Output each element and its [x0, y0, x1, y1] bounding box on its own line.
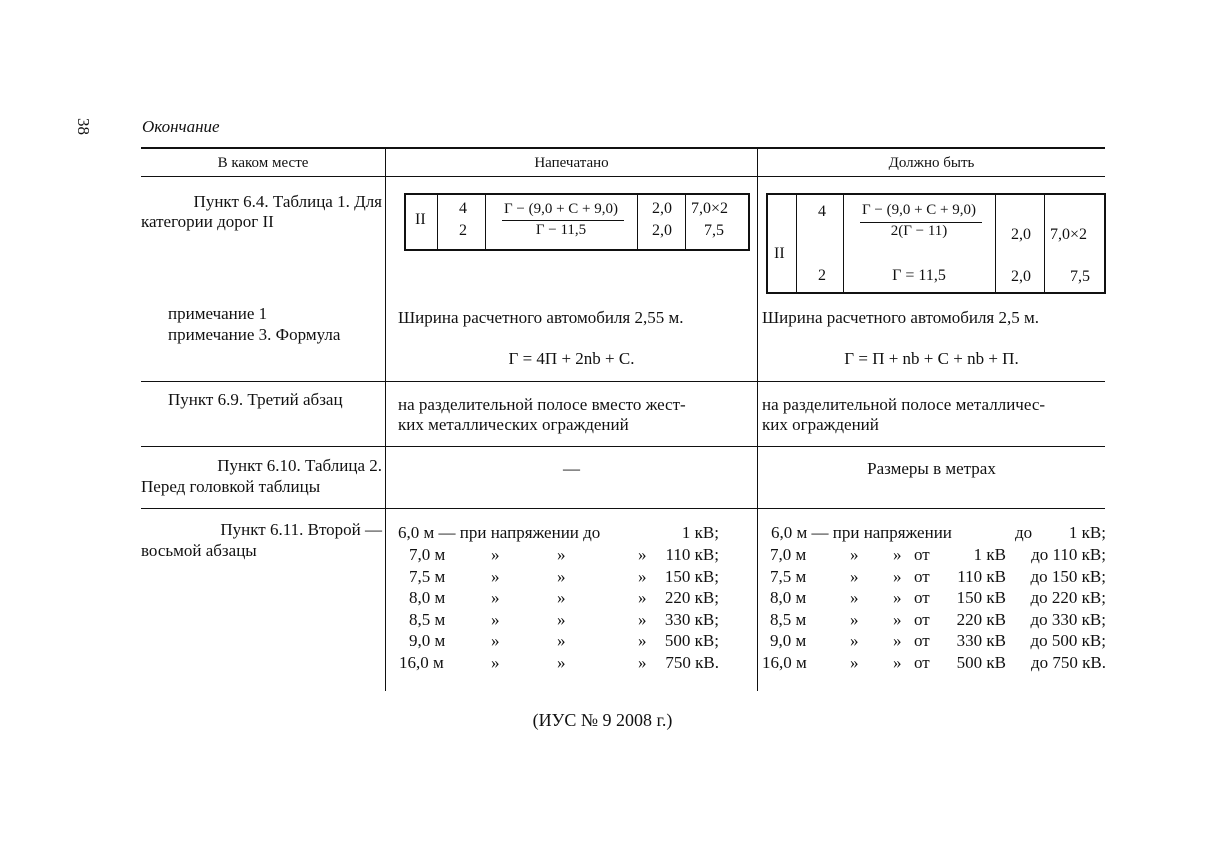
correct-cat: II: [774, 245, 785, 262]
printed-voltage-row-0-col-3: »: [638, 545, 647, 564]
r3-place: Пункт 6.9. Третий абзац: [168, 390, 343, 409]
printed-formula-bar: [502, 220, 624, 221]
printed-voltage-row-4-col-4: 500 кВ;: [664, 631, 719, 651]
correct-voltage-row-0-col-3: от: [914, 545, 930, 564]
printed-voltage-row-1-col-1: »: [491, 566, 500, 586]
col-divider-2: [757, 148, 758, 691]
printed-formula-denominator: Г − 11,5: [535, 222, 587, 238]
r4-printed-dash: —: [563, 459, 580, 478]
r3-correct-line1: на разделительной полосе металличес-: [762, 395, 1046, 414]
printed-voltage-row-0-col-2: »: [557, 545, 566, 564]
r5-printed-first-value: 1 кВ;: [681, 523, 719, 542]
table-top-rule: [141, 147, 1105, 149]
r2-printed-width: Ширина расчетного автомобиля 2,55 м.: [398, 308, 684, 327]
correct-voltage-row-1-col-3: от: [914, 566, 930, 586]
correct-voltage-row-0-col-0: 7,0 м: [770, 545, 807, 564]
table-caption: Окончание: [142, 117, 220, 136]
printed-voltage-row-3-col-1: »: [491, 609, 500, 629]
r5-correct-first-value: 1 кВ;: [1068, 523, 1106, 542]
r2-printed-formula: Г = 4П + 2nb + С.: [508, 349, 635, 368]
r3-printed-line2: ких металлических ограждений: [398, 415, 629, 434]
printed-voltage-row-4-col-2: »: [557, 631, 566, 651]
printed-subtable: [404, 193, 750, 251]
correct-voltage-row-1-col-4: 110 кВ: [957, 566, 1006, 586]
correct-voltage-row-0-col-4: 1 кВ: [973, 545, 1006, 564]
row-rule-1: [141, 381, 1105, 382]
correct-voltage-row-4-col-2: »: [893, 631, 902, 651]
correct-voltage-row-5-col-3: от: [914, 653, 930, 672]
row-rule-2: [141, 446, 1105, 447]
printed-voltage-row-4-col-0: 9,0 м: [409, 631, 446, 651]
r2-correct-formula: Г = П + nb + С + nb + П.: [844, 349, 1019, 368]
printed-col5-1: 7,0×2: [691, 200, 729, 217]
printed-col4-1: 2,0: [652, 200, 672, 217]
footer-note: (ИУС № 9 2008 г.): [532, 710, 673, 730]
printed-voltage-row-3-col-4: 330 кВ;: [664, 609, 719, 629]
correct-voltage-row-5-col-5: до 750 кВ.: [1031, 653, 1106, 672]
correct-col4-1: 2,0: [1011, 226, 1031, 243]
printed-voltage-row-2-col-1: »: [491, 588, 500, 608]
correct-voltage-row-2-col-1: »: [850, 588, 859, 608]
correct-formula-2: Г = 11,5: [892, 267, 946, 284]
printed-voltage-row-1-col-0: 7,5 м: [409, 566, 446, 586]
printed-voltage-row-1-col-2: »: [557, 566, 566, 586]
header-rule: [141, 176, 1105, 177]
header-place: В каком месте: [217, 155, 309, 171]
correct-voltage-row-5-col-4: 500 кВ: [956, 653, 1006, 672]
correct-formula-numerator: Г − (9,0 + С + 9,0): [861, 202, 977, 218]
correct-voltage-row-0-col-2: »: [893, 545, 902, 564]
r5-correct-first: 6,0 м — при напряжении: [771, 523, 952, 542]
correct-voltage-row-0-col-5: до 110 кВ;: [1031, 545, 1106, 564]
printed-voltage-row-1-col-4: 150 кВ;: [664, 566, 719, 586]
page-number: 38: [74, 118, 93, 135]
correct-voltage-row-5-col-1: »: [850, 653, 859, 672]
correct-formula-denominator: 2(Г − 11): [890, 223, 948, 239]
printed-lanes-1: 4: [459, 200, 467, 217]
r5-correct-first-do: до: [1015, 523, 1033, 542]
correct-voltage-row-5-col-0: 16,0 м: [762, 653, 807, 672]
printed-voltage-row-5-col-3: »: [638, 653, 647, 672]
printed-voltage-row-3-col-0: 8,5 м: [409, 609, 446, 629]
r5-printed-first: 6,0 м — при напряжении до: [398, 523, 601, 542]
correct-voltage-row-4-col-1: »: [850, 631, 859, 651]
r3-correct-line2: ких ограждений: [762, 415, 879, 434]
correct-voltage-row-1-col-1: »: [850, 566, 859, 586]
r4-place-line1: Пункт 6.10. Таблица 2.: [217, 456, 382, 475]
r2-place-line1: примечание 1: [168, 304, 268, 323]
printed-voltage-row-3-col-3: »: [638, 609, 647, 629]
printed-voltage-row-0-col-0: 7,0 м: [409, 545, 446, 564]
printed-voltage-row-3-col-2: »: [557, 609, 566, 629]
correct-voltage-row-2-col-0: 8,0 м: [770, 588, 807, 608]
correct-voltage-row-3-col-4: 220 кВ: [956, 609, 1006, 629]
r1-place-line2: категории дорог II: [141, 212, 274, 231]
printed-voltage-row-0-col-4: 110 кВ;: [665, 545, 719, 564]
correct-voltage-row-4-col-5: до 500 кВ;: [1030, 631, 1106, 651]
correct-voltage-row-3-col-0: 8,5 м: [770, 609, 807, 629]
correct-voltage-row-3-col-3: от: [914, 609, 930, 629]
correct-col5-1: 7,0×2: [1050, 226, 1088, 243]
printed-voltage-row-5-col-0: 16,0 м: [399, 653, 444, 672]
printed-voltage-row-5-col-1: »: [491, 653, 500, 672]
correct-voltage-row-4-col-0: 9,0 м: [770, 631, 807, 651]
header-correct: Должно быть: [888, 155, 975, 171]
printed-formula-numerator: Г − (9,0 + С + 9,0): [503, 201, 619, 217]
printed-cat: II: [415, 211, 426, 228]
printed-voltage-row-5-col-2: »: [557, 653, 566, 672]
printed-voltage-row-2-col-2: »: [557, 588, 566, 608]
correct-voltage-row-2-col-4: 150 кВ: [956, 588, 1006, 608]
correct-voltage-row-1-col-5: до 150 кВ;: [1030, 566, 1106, 586]
correct-voltage-row-2-col-2: »: [893, 588, 902, 608]
correct-voltage-row-3-col-5: до 330 кВ;: [1030, 609, 1106, 629]
correct-voltage-row-4-col-3: от: [914, 631, 930, 651]
correct-voltage-row-1-col-2: »: [893, 566, 902, 586]
printed-col4-2: 2,0: [652, 222, 672, 239]
r3-printed-line1: на разделительной полосе вместо жест-: [398, 395, 686, 414]
correct-voltage-row-5-col-2: »: [893, 653, 902, 672]
r5-place-line2: восьмой абзацы: [141, 541, 257, 560]
correct-voltage-row-3-col-2: »: [893, 609, 902, 629]
r4-place-line2: Перед головкой таблицы: [141, 477, 321, 496]
col-divider-1: [385, 148, 386, 691]
printed-voltage-row-0-col-1: »: [491, 545, 500, 564]
header-printed: Напечатано: [534, 155, 609, 171]
correct-voltage-row-0-col-1: »: [850, 545, 859, 564]
printed-voltage-row-1-col-3: »: [638, 566, 647, 586]
correct-lanes-1: 4: [818, 203, 826, 220]
correct-subtable: [766, 193, 1106, 294]
correct-voltage-row-2-col-5: до 220 кВ;: [1030, 588, 1106, 608]
row-rule-3: [141, 508, 1105, 509]
r5-place-line1: Пункт 6.11. Второй —: [220, 520, 382, 539]
r4-correct: Размеры в метрах: [867, 459, 996, 478]
r1-place-line1: Пункт 6.4. Таблица 1. Для: [193, 192, 382, 211]
correct-lanes-2: 2: [818, 267, 826, 284]
printed-lanes-2: 2: [459, 222, 467, 239]
printed-voltage-row-2-col-4: 220 кВ;: [664, 588, 719, 608]
correct-col5-2: 7,5: [1070, 268, 1090, 285]
correct-voltage-row-4-col-4: 330 кВ: [956, 631, 1006, 651]
correct-voltage-row-3-col-1: »: [850, 609, 859, 629]
r2-correct-width: Ширина расчетного автомобиля 2,5 м.: [762, 308, 1040, 327]
correct-col4-2: 2,0: [1011, 268, 1031, 285]
r2-place-line2: примечание 3. Формула: [168, 325, 341, 344]
printed-voltage-row-2-col-0: 8,0 м: [409, 588, 446, 608]
correct-voltage-row-2-col-3: от: [914, 588, 930, 608]
printed-voltage-row-2-col-3: »: [638, 588, 647, 608]
printed-voltage-row-4-col-1: »: [491, 631, 500, 651]
correct-voltage-row-1-col-0: 7,5 м: [770, 566, 807, 586]
printed-voltage-row-5-col-4: 750 кВ.: [665, 653, 719, 672]
printed-col5-2: 7,5: [704, 222, 724, 239]
printed-voltage-row-4-col-3: »: [638, 631, 647, 651]
